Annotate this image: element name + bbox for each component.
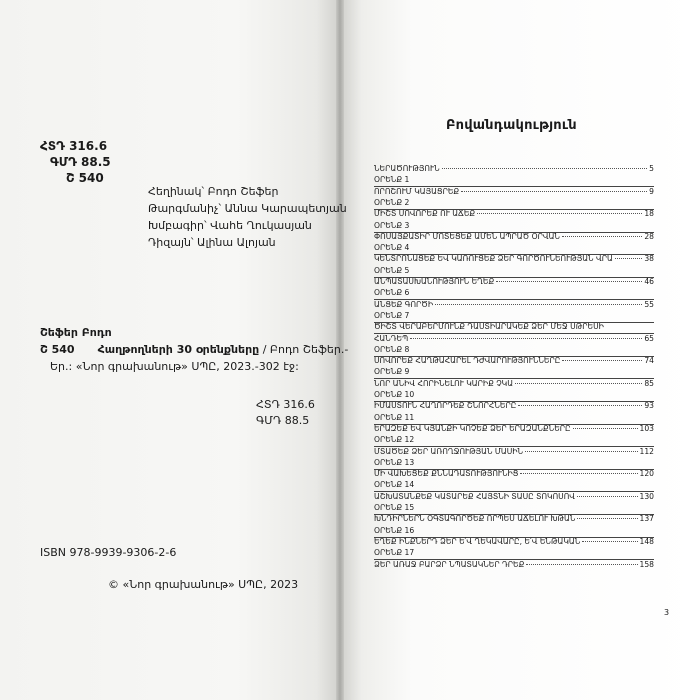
biblio-udc: ՀՏԴ 316.6 [256, 398, 315, 411]
toc-entry [374, 378, 654, 390]
toc-entry-title: ՆԵՐԱԾՈՒԹՅՈՒՆ [374, 164, 440, 173]
toc-entry-title: ՈՐՈՇՈՒՄ ԿԱՅԱՑՐԵՔ [374, 186, 460, 196]
toc-entry-title: ԱՆՊԱՏԱՍԽԱՆՈՒԹՅՈՒՆ ԵՂԵՔ [374, 277, 495, 286]
toc-dot-leader [582, 541, 637, 542]
toc-entry-title: ՓՈՍԱՅՔԱՏԻՐ ՄՈՏԵՑԵՔ ԱՄԵՆ ԱՊՐԱԾ ՕՐՎԱՆ [374, 231, 560, 241]
toc-entry [374, 491, 654, 503]
toc-entry-title: ՆՈՐ ԱՆԻՎ ՀՈՐԻՆԵԼՈՒ ԿԱՐԻՔ ՉԿԱ [374, 378, 514, 388]
toc-dot-leader [525, 451, 637, 452]
toc-entry-page: 93 [644, 401, 654, 411]
toc-entry-title: ՕՐԵՆՔ 8 [374, 344, 410, 354]
toc-entry [374, 400, 654, 412]
biblio-title-rest: / Բոդո Շեֆեր.- [259, 343, 349, 356]
toc-entry-title: ՕՐԵՆՔ 2 [374, 197, 410, 207]
toc-entry-page: 18 [644, 209, 654, 219]
toc-dot-leader [496, 281, 642, 282]
toc-entry [374, 468, 654, 480]
toc-dot-leader [577, 496, 638, 497]
toc-entry-title: ՁԵՐ ԱՌԱՋ ԲԱՐՁՐ ՆՊԱՏԱԿՆԵՐ ԴՐԵՔ [374, 559, 525, 569]
toc-entry-page: 28 [644, 231, 654, 241]
toc-entry [374, 559, 654, 571]
toc-entry-title: ՕՐԵՆՔ 14 [374, 480, 415, 490]
toc-entry-title: ՕՐԵՆՔ 9 [374, 367, 410, 377]
toc-dot-leader [515, 383, 642, 384]
toc-entry-title: ՕՐԵՆՔ 16 [374, 525, 415, 535]
toc-entry-page: 38 [644, 254, 654, 264]
toc-entry-page: 158 [639, 559, 654, 569]
toc-entry-title: ՄՏԱԾԵՔ ՁԵՐ ԱՌՈՂՋՈՒԹՅԱՆ ՄԱՍԻՆ [374, 446, 524, 456]
page-number: 3 [664, 608, 670, 617]
biblio-lbc: ԳՄԴ 88.5 [256, 414, 310, 427]
toc-entry-page: 112 [639, 446, 654, 456]
toc-entry [374, 276, 654, 288]
toc-entry-title: ՕՐԵՆՔ 11 [374, 412, 415, 422]
toc-dot-leader [562, 236, 642, 237]
toc-entry-page: 85 [644, 378, 654, 388]
toc-entry [374, 333, 654, 345]
toc-entry-title: ՕՐԵՆՔ 13 [374, 457, 415, 467]
toc-entry-title: ՕՐԵՆՔ 10 [374, 390, 415, 399]
biblio-imprint: Եր.: «Նոր գրախանութ» ՍՊԸ, 2023.-302 էջ: [50, 360, 299, 373]
toc-entry-title: ՕՐԵՆՔ 5 [374, 265, 410, 275]
credit-author: Հեղինակ՝ Բոդո Շեֆեր [148, 185, 279, 198]
toc-dot-leader [477, 213, 642, 214]
toc-entry-page: 74 [644, 356, 654, 366]
toc-dot-leader [577, 518, 637, 519]
toc-entry-page: 55 [644, 299, 654, 309]
toc-dot-leader [562, 360, 642, 361]
toc-entry-page: 103 [639, 423, 654, 433]
toc-entry [374, 208, 654, 220]
toc-entry [374, 253, 654, 265]
toc-dot-leader [518, 405, 642, 406]
toc-entry-title: ԾԻՇՏ ՎԵՐԱԲԵՐՄՈՒՆՔ ԴԱՍՏԻԱՐԱԿԵՔ ՁԵՐ ՄԵՋ ՍԹՐԵՍԻ [374, 322, 604, 332]
toc-entry-page: 120 [639, 469, 654, 479]
toc-dot-leader [435, 304, 642, 305]
toc-entry-page: 130 [639, 491, 654, 501]
toc-entry [374, 299, 654, 311]
toc-entry [374, 355, 654, 367]
toc-dot-leader [526, 564, 637, 565]
biblio-title: Հաղթողների 30 օրենքները [97, 343, 260, 356]
toc-entry-page: 5 [649, 164, 654, 173]
toc-entry [374, 186, 654, 198]
toc-entry-title: ԻՄԱՍՏՈՒՆ ՀԱՂՈՐԴԵՔ ՇՆՈՐՀՆԵՐԸ [374, 401, 517, 411]
credit-translator: Թարգմանիչ՝ Աննա Կարապետյան [148, 202, 347, 215]
toc-entry-title: ԿԵՆՏՐՈՆԱՑԵՔ ԵՎ ԿԱՌՈՒՑԵՔ ՁԵՐ ԳՈՐԾՈՒՆԵՈՒԹՅԱՆ ՎՐԱ [374, 254, 613, 264]
biblio-title-line [40, 343, 348, 356]
toc-entry [374, 446, 654, 458]
toc-entry-title: ԵՐԱԶԵՔ ԵՎ ԿՅԱՆՔԻ ԿՈՉԵՔ ՁԵՐ ԵՐԱԶԱՆՔՆԵՐԸ [374, 423, 571, 433]
udc-code: ՀՏԴ 316.6 [40, 139, 108, 153]
toc-entry [374, 423, 654, 435]
toc-entry-page: 65 [644, 333, 654, 343]
toc-dot-leader [410, 338, 642, 339]
toc-dot-leader [442, 168, 648, 169]
toc-entry-title: ՕՐԵՆՔ 3 [374, 220, 410, 230]
toc-entry-title: ՕՐԵՆՔ 12 [374, 435, 415, 445]
toc-entry-title: ՄԻՇՏ ՍՈՎՈՐԵՔ ՈՒ ԱՃԵՔ [374, 209, 476, 219]
toc-entry-title: ԱՇԽԱՏԱՆՔԵՔ ԿԱՏԱՐԵՔ ՀԱՅՏՆԻ ՏԱՍԸ ՏՈԿՈՍՈՎ [374, 491, 575, 501]
toc-entry-title: ՕՐԵՆՔ 4 [374, 243, 410, 253]
toc-entry-page: 46 [644, 277, 654, 286]
toc-entry-title: ՕՐԵՆՔ 17 [374, 548, 415, 558]
biblio-mark: Շ 540 [40, 343, 75, 356]
toc-entry [374, 536, 654, 548]
credit-editor: Խմբագիր՝ Վահե Ղուկասյան [148, 219, 312, 232]
toc-entry-title: ՕՐԵՆՔ 6 [374, 288, 410, 298]
toc-entry-title: ՕՐԵՆՔ 15 [374, 503, 415, 512]
toc-entry-page: 9 [649, 186, 654, 196]
toc-title: Բովանդակություն [446, 118, 577, 133]
toc-entry-page: 137 [639, 514, 654, 524]
author-mark: Շ 540 [66, 171, 104, 185]
copyright: © «Նոր գրախանութ» ՍՊԸ, 2023 [108, 578, 299, 591]
toc-entry [374, 231, 654, 243]
biblio-author: Շեֆեր Բոդո [40, 326, 112, 339]
credit-designer: Դիզայն՝ Ալինա Ալոյան [148, 236, 276, 249]
toc-dot-leader [615, 258, 643, 259]
toc-entry-title: ՕՐԵՆՔ 1 [374, 175, 410, 185]
toc-dot-leader [573, 428, 638, 429]
isbn: ISBN 978-9939-9306-2-6 [40, 546, 177, 559]
toc-entry-title: ՀԱՆԴԵՊ [374, 333, 409, 343]
toc-entry-title: ԽՆԴԻՐՆԵՐՆ ՕԳՏԱԳՈՐԾԵՔ ՈՐՊԵՍ ԱՃԵԼՈՒ ԽԹԱՆ [374, 514, 576, 524]
toc-dot-leader [461, 191, 647, 192]
toc-entry [374, 163, 654, 175]
toc-entry-title: ՕՐԵՆՔ 7 [374, 310, 410, 320]
lbc-code: ԳՄԴ 88.5 [50, 155, 111, 169]
toc-entry-title: ԵՂԵՔ ԻՆՔՆԵՐԴ ՁԵՐ Ե՛Վ ՂԵԿԱՎԱՐԸ, Ե՛Վ ԵՆԹԱԿԱՆ [374, 536, 581, 546]
toc-entry-title: ԱՆՑԵՔ ԳՈՐԾԻ [374, 299, 434, 309]
toc-entry [374, 513, 654, 525]
toc-entry-page: 148 [639, 536, 654, 546]
toc-dot-leader [520, 473, 637, 474]
toc-entry-title: ՄԻ ՎԱԽԵՑԵՔ ՔՆՆԱԴԱՏՈՒԹՅՈՒՆԻՑ [374, 469, 519, 479]
toc-entry-title: ՍՈՎՈՐԵՔ ՀԱՂԹԱՀԱՐԵԼ ԴԺՎԱՐՈՒԹՅՈՒՆՆԵՐԸ [374, 356, 561, 366]
